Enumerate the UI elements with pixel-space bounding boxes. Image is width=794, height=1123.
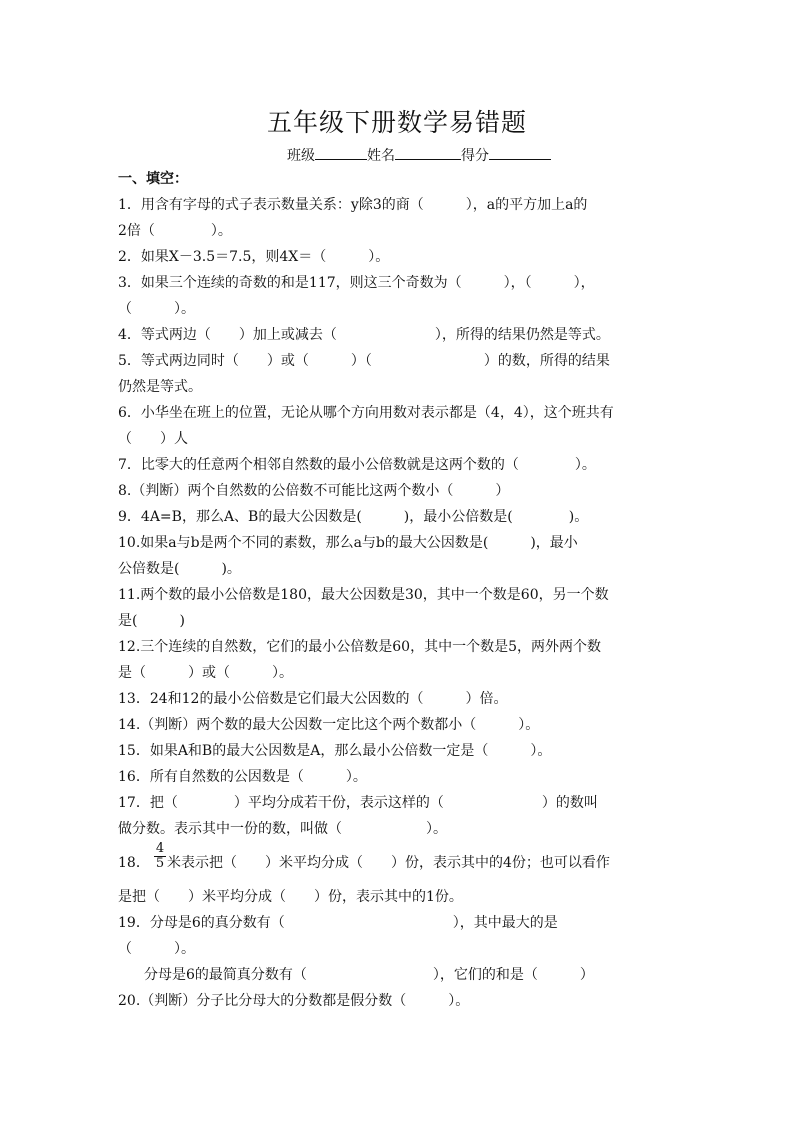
- question-line: 2倍（ ）。: [118, 223, 232, 239]
- question-line: 仍然是等式。: [118, 379, 202, 395]
- question-line: 15．如果A和B的最大公因数是A，那么最小公倍数一定是（ ）。: [118, 743, 552, 759]
- section-heading: 一、填空：: [118, 171, 188, 187]
- question-line: 公倍数是( )。: [118, 561, 241, 577]
- question-line: 11.两个数的最小公倍数是180，最大公因数是30，其中一个数是60，另一个数: [118, 587, 609, 603]
- question-line: 16．所有自然数的公因数是（ ）。: [118, 769, 367, 785]
- question-line: 是( ): [118, 613, 185, 629]
- question-line: 做分数。表示其中一份的数，叫做（ ）。: [118, 821, 447, 837]
- question-line: 是（ ）或（ ）。: [118, 665, 293, 681]
- question-line: 7．比零大的任意两个相邻自然数的最小公倍数就是这两个数的（ ）。: [118, 457, 596, 473]
- question-line: （ ）。: [118, 941, 195, 957]
- fraction-numerator: 4: [155, 841, 165, 856]
- question-line: 2．如果X－3.5＝7.5，则4X＝（ ）。: [118, 249, 390, 265]
- class-label: 班级: [287, 148, 315, 164]
- fraction-four-fifths: [154, 842, 166, 871]
- question-line: 分母是6的最简真分数有（ ），它们的和是（ ）: [144, 967, 594, 983]
- question-line: 8.（判断）两个自然数的公倍数不可能比这两个数小（ ）: [118, 483, 510, 499]
- question-line: 13．24和12的最小公倍数是它们最大公因数的（ ）倍。: [118, 691, 508, 707]
- question-line: 14.（判断）两个数的最大公因数一定比这个两个数都小（ ）。: [118, 717, 540, 733]
- question-line: 3．如果三个连续的奇数的和是117，则这三个奇数为（ ），（ ），: [118, 275, 595, 291]
- question-line: 4．等式两边（ ）加上或减去（ ），所得的结果仍然是等式。: [118, 327, 610, 343]
- question-line: 6．小华坐在班上的位置，无论从哪个方向用数对表示都是（4，4），这个班共有: [118, 405, 614, 421]
- page-title: 五年级下册数学易错题: [266, 108, 527, 137]
- question-line: 12.三个连续的自然数，它们的最小公倍数是60，其中一个数是5，两外两个数: [118, 639, 601, 655]
- fraction-denominator: 5: [155, 856, 165, 871]
- student-info-line: [287, 145, 551, 165]
- question-line: 是把（ ）米平均分成（ ）份，表示其中的1份。: [118, 889, 463, 905]
- question-line: 10.如果a与b是两个不同的素数，那么a与b的最大公因数是( )，最小: [118, 535, 578, 551]
- name-label: 姓名: [367, 148, 395, 164]
- question-18-text: 米表示把（ ）米平均分成（ ）份，表示其中的4份；也可以看作: [167, 855, 610, 871]
- question-line: （ ）。: [118, 301, 195, 317]
- class-blank[interactable]: [315, 147, 367, 160]
- question-line: 19．分母是6的真分数有（ ），其中最大的是: [118, 915, 558, 931]
- question-18-number: 18．: [118, 855, 150, 871]
- score-label: 得分: [461, 148, 489, 164]
- question-line: 20.（判断）分子比分母大的分数都是假分数（ ）。: [118, 993, 470, 1009]
- question-line: 9．4A=B，那么A、B的最大公因数是( )，最小公倍数是( )。: [118, 509, 589, 525]
- score-blank[interactable]: [489, 147, 551, 160]
- question-line: （ ）人: [118, 431, 188, 447]
- question-line: 1．用含有字母的式子表示数量关系：y除3的商（ ），a的平方加上a的: [118, 197, 588, 213]
- name-blank[interactable]: [395, 147, 461, 160]
- question-line: 17．把（ ）平均分成若干份，表示这样的（ ）的数叫: [118, 795, 598, 811]
- question-line: 5．等式两边同时（ ）或（ ）（ ）的数，所得的结果: [118, 353, 610, 369]
